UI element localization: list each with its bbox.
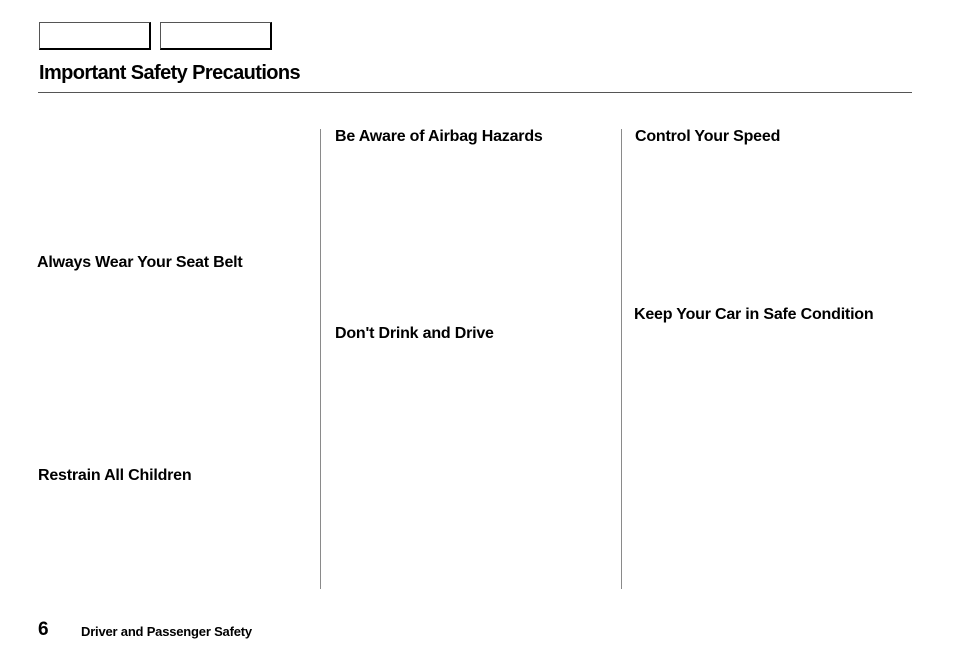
page-title: Important Safety Precautions [39, 62, 301, 84]
page-number: 6 [38, 619, 49, 640]
section-name: Driver and Passenger Safety [81, 624, 252, 639]
next-page-button[interactable] [160, 22, 272, 50]
column-divider [320, 129, 321, 589]
drink-and-drive-link[interactable]: Don't Drink and Drive [335, 325, 494, 342]
control-speed-link[interactable]: Control Your Speed [635, 128, 781, 145]
column-divider [621, 129, 622, 589]
previous-page-button[interactable] [39, 22, 151, 50]
restrain-children-link[interactable]: Restrain All Children [38, 467, 192, 484]
title-divider [38, 92, 912, 93]
seat-belt-link[interactable]: Always Wear Your Seat Belt [37, 254, 243, 271]
safe-car-condition-link[interactable]: Keep Your Car in Safe Condition [634, 306, 874, 323]
airbag-hazards-link[interactable]: Be Aware of Airbag Hazards [335, 128, 543, 145]
